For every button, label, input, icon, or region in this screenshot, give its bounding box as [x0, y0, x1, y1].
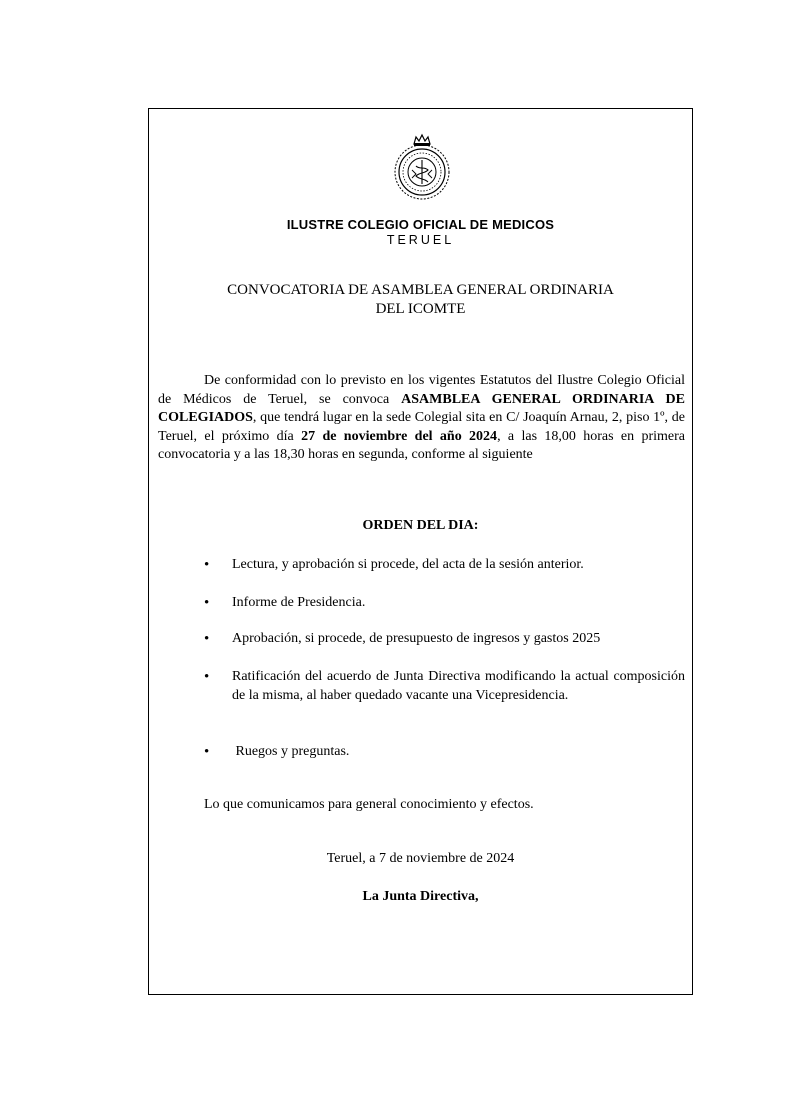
organization-name: ILUSTRE COLEGIO OFICIAL DE MEDICOS	[286, 217, 555, 232]
bullet-icon: •	[204, 557, 210, 573]
intro-text-2: , que tendrá lugar en la sede Colegial sita en C/ Joaquín Arnau, 2, piso 1º, de Teruel, el próximo día	[158, 410, 685, 444]
document-title-line-2: DEL ICOMTE	[375, 301, 466, 317]
date-line: Teruel, a 7 de noviembre de 2024	[326, 851, 515, 866]
intro-paragraph	[158, 372, 685, 465]
agenda-item-4: Ratificación del acuerdo de Junta Directiva modificando la actual composición de la misma, al haber quedado vacante una Vicepresidencia.	[232, 669, 685, 703]
bullet-icon: •	[204, 595, 210, 611]
intro-bold-date: 27 de noviembre del año 2024	[301, 428, 498, 444]
intro-bold-assembly: ASAMBLEA GENERAL ORDINARIA DE COLEGIADOS	[158, 391, 685, 426]
intro-text-1: De conformidad con lo previsto en los vigentes Estatutos del Ilustre Colegio Oficial de Médicos de Teruel, se convoca	[158, 373, 685, 407]
closing-text: Lo que comunicamos para general conocimiento y efectos.	[204, 797, 534, 812]
agenda-item-2: Informe de Presidencia.	[232, 595, 366, 610]
agenda-item-3: Aprobación, si procede, de presupuesto de ingresos y gastos 2025	[232, 631, 601, 646]
bullet-icon: •	[204, 631, 210, 647]
bullet-icon: •	[204, 744, 210, 760]
college-seal-icon	[386, 130, 458, 202]
intro-text-3: , a las 18,00 horas en primera convocatoria y a las 18,30 horas en segunda, conforme al siguiente	[158, 428, 685, 463]
organization-city: TERUEL	[386, 233, 455, 247]
agenda-item-5: Ruegos y preguntas.	[232, 744, 350, 759]
bullet-icon: •	[204, 669, 210, 685]
document-title-line-1: CONVOCATORIA DE ASAMBLEA GENERAL ORDINARIA	[227, 282, 614, 298]
signature: La Junta Directiva,	[362, 889, 479, 904]
agenda-item-1: Lectura, y aprobación si procede, del acta de la sesión anterior.	[232, 557, 584, 572]
agenda-heading: ORDEN DEL DIA:	[362, 518, 479, 533]
